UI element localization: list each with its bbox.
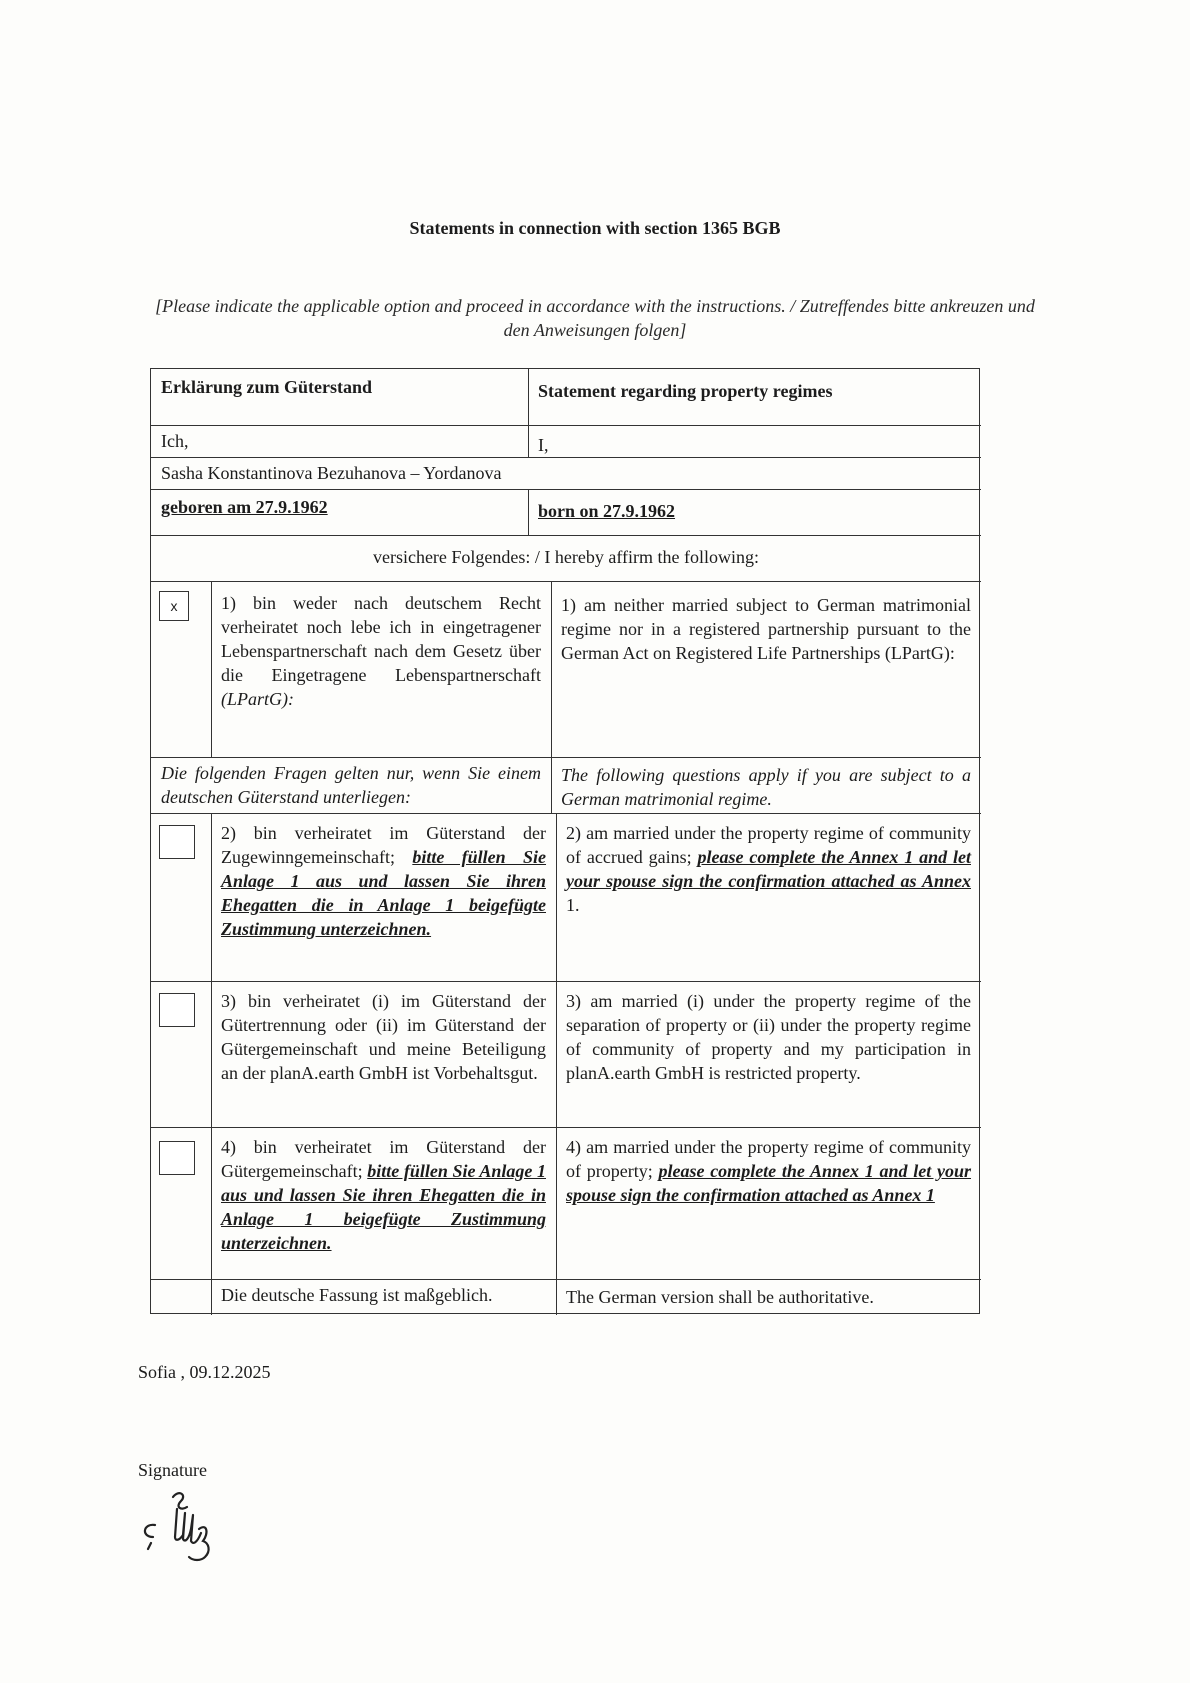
row-divider xyxy=(151,581,981,582)
option4-english-text: 4) am married under the property regime of community of property; xyxy=(566,1137,971,1181)
option3-english: 3) am married (i) under the property regime of the separation of property or (ii) under the property regime of community of property and my participation in planA.earth GmbH is restricted property. xyxy=(566,991,971,1083)
row-divider xyxy=(151,757,981,758)
option2-german-text: 2) bin verheiratet im Güterstand der Zugewinngemeinschaft; xyxy=(221,823,546,867)
signature-label: Signature xyxy=(138,1460,207,1480)
option2-german-instruction: bitte füllen Sie Anlage 1 aus und lassen Sie ihren Ehegatten die in Anlage 1 beigefügte Zustimmung unterzeichnen. xyxy=(221,847,547,939)
authoritative-english: The German version shall be authoritative. xyxy=(566,1287,874,1307)
questions-note-english: The following questions apply if you are subject to a German matrimonial regime. xyxy=(561,765,971,809)
option2-checkbox[interactable] xyxy=(159,825,195,859)
header-english: Statement regarding property regimes xyxy=(538,381,833,401)
header-german: Erklärung zum Güterstand xyxy=(161,377,373,397)
option3-german: 3) bin verheiratet (i) im Güterstand der Gütertrennung oder (ii) im Güterstand der Gütergemeinschaft und meine Beteiligung an der planA.earth GmbH ist Vorbehaltsgut. xyxy=(221,991,546,1083)
option2-english xyxy=(556,815,981,923)
full-name: Sasha Konstantinova Bezuhanova – Yordanova xyxy=(161,463,502,483)
born-english: born on 27.9.1962 xyxy=(538,501,676,521)
option4-german-text: 4) bin verheiratet im Güterstand der Gütergemeinschaft; xyxy=(221,1137,546,1181)
option4-german-instruction: bitte füllen Sie Anlage 1 aus und lassen Sie ihren Ehegatten die in Anlage 1 beigefügte Zustimmung unterzeichnen. xyxy=(221,1161,546,1253)
option3-checkbox[interactable] xyxy=(159,993,195,1027)
option2-english-tail: 1. xyxy=(566,895,580,915)
row-divider xyxy=(151,1127,981,1128)
option2-english-instruction: please complete the Annex 1 and let your spouse sign the confirmation attached as Annex xyxy=(566,847,971,891)
option2-german xyxy=(211,815,556,947)
option4-english-instruction: please complete the Annex 1 and let your spouse sign the confirmation attached as Annex 1 xyxy=(566,1161,971,1205)
option1-english: 1) am neither married subject to German matrimonial regime nor in a registered partnership pursuant to the German Act on Registered Life Partnerships (LPartG): xyxy=(561,595,971,663)
born-german: geboren am 27.9.1962 xyxy=(161,497,328,517)
ich-label: Ich, xyxy=(161,431,189,451)
option1-checkbox[interactable] xyxy=(159,591,189,621)
handwritten-signature xyxy=(135,1485,245,1565)
check-mark: x xyxy=(170,598,178,614)
option4-checkbox[interactable] xyxy=(159,1141,195,1175)
document-title: Statements in connection with section 1365 BGB xyxy=(409,218,781,238)
i-label: I, xyxy=(538,435,549,455)
property-regime-form xyxy=(150,368,980,1314)
option4-english xyxy=(556,1129,981,1213)
row-divider xyxy=(151,981,981,982)
questions-note-german: Die folgenden Fragen gelten nur, wenn Sie einem deutschen Güterstand unterliegen: xyxy=(161,763,541,807)
instructions-text: [Please indicate the applicable option and proceed in accordance with the instructions. / Zutreffendes bitte ankreuzen und den Anweisungen folgen] xyxy=(155,296,1035,340)
lpartg-abbrev: (LPartG): xyxy=(221,689,294,709)
option1-german-text: 1) bin weder nach deutschem Recht verheiratet noch lebe ich in eingetragener Lebenspartnerschaft nach dem Gesetz über die Eingetragene Lebenspartnerschaft xyxy=(221,593,541,685)
authoritative-german: Die deutsche Fassung ist maßgeblich. xyxy=(221,1285,493,1305)
affirm-statement: versichere Folgendes: / I hereby affirm the following: xyxy=(372,547,760,567)
option4-german xyxy=(211,1129,556,1261)
row-divider xyxy=(151,535,981,536)
option2-english-text: 2) am married under the property regime of community of accrued gains; xyxy=(566,823,971,867)
option1-german xyxy=(211,585,551,717)
place-date: Sofia , 09.12.2025 xyxy=(138,1362,271,1382)
